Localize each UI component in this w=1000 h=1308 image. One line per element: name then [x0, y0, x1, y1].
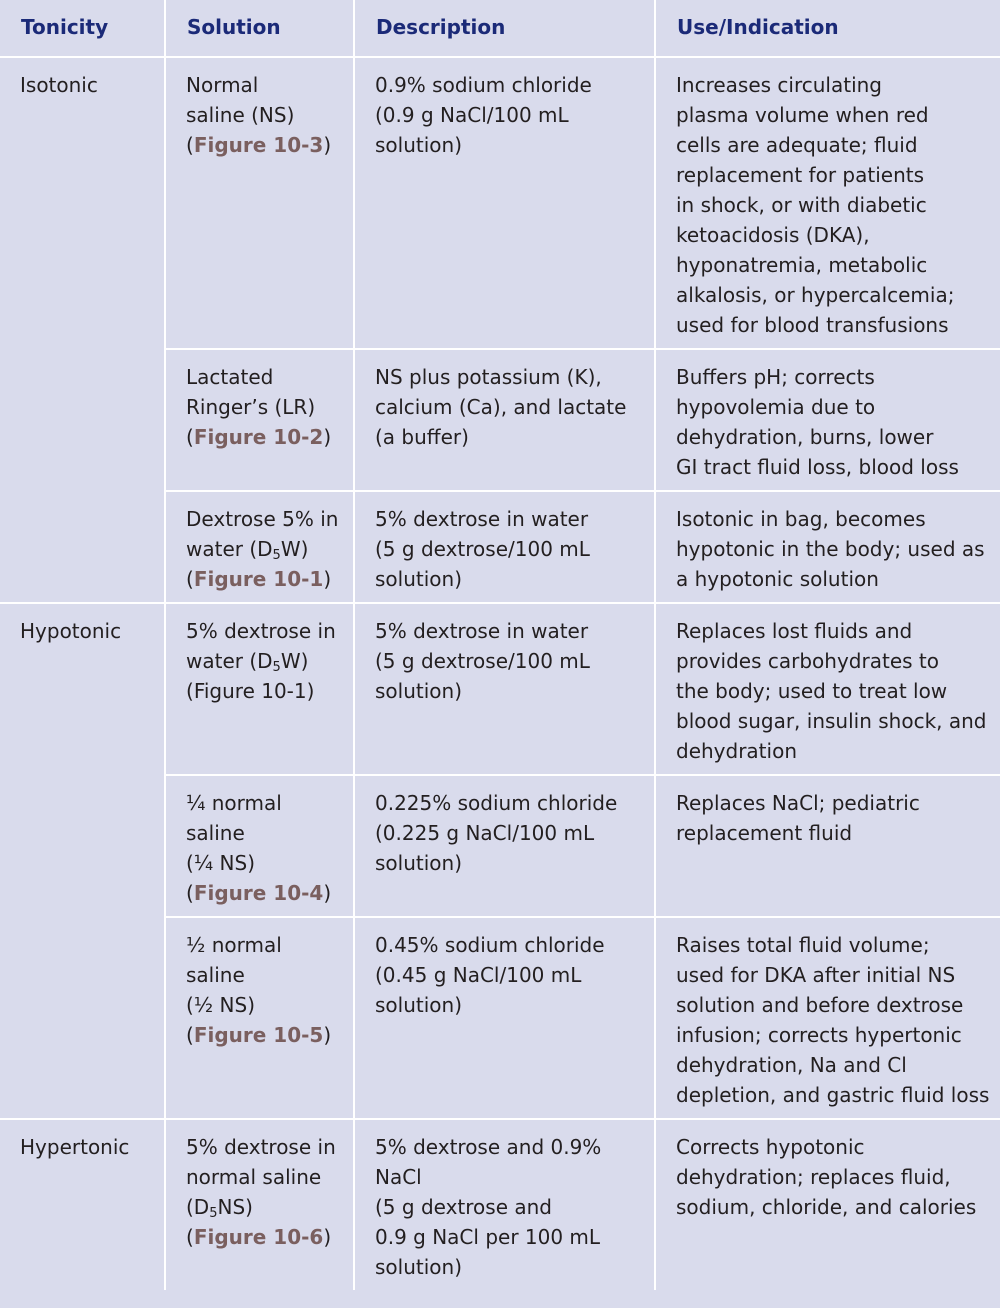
figure-reference: (Figure 10-6) [186, 1225, 332, 1249]
tonicity-cell: Isotonic [0, 57, 165, 603]
solution-line: normal saline [186, 1165, 322, 1189]
solution-line: ½ normal [186, 933, 282, 957]
use-line: cells are adequate; fluid [676, 133, 918, 157]
solution-line: Ringer’s (LR) [186, 395, 316, 419]
table-row [0, 603, 1000, 775]
use-line: the body; used to treat low [676, 679, 948, 703]
description-line: (a buffer) [375, 425, 469, 449]
solution-line: $(D_5NS)$ [186, 1195, 253, 1221]
header-tonicity: Tonicity [0, 0, 165, 57]
description-cell [354, 917, 655, 1119]
solution-line: (½ NS) [186, 993, 256, 1017]
description-line: 5% dextrose in water [375, 507, 589, 531]
tonicity-cell: Hypertonic [20, 1135, 130, 1159]
use-indication-cell [655, 1119, 1000, 1290]
description-cell [354, 57, 655, 349]
description-line: NaCl [375, 1165, 422, 1189]
use-line: dehydration [676, 739, 797, 763]
description-line: (0.9 g NaCl/100 mL [375, 103, 569, 127]
use-indication-cell [655, 603, 1000, 775]
solution-line: 5% dextrose in [186, 1135, 336, 1159]
use-line: dehydration; replaces fluid, [676, 1165, 951, 1189]
description-line: NS plus potassium (K), [375, 365, 602, 389]
figure-reference: (Figure 10-3) [186, 133, 332, 157]
use-line: ketoacidosis (DKA), [676, 223, 870, 247]
use-line: used for DKA after initial NS [676, 963, 956, 987]
figure-reference: (Figure 10-1) [186, 679, 315, 703]
solution-line: (¼ NS) [186, 851, 256, 875]
description-line: solution) [375, 679, 463, 703]
use-line: blood sugar, insulin shock, and [676, 709, 987, 733]
use-indication-cell [655, 775, 1000, 917]
table-row [0, 1119, 1000, 1290]
description-line: solution) [375, 993, 463, 1017]
use-line: hypovolemia due to [676, 395, 876, 419]
description-line: (5 g dextrose/100 mL [375, 649, 590, 673]
description-line: calcium (Ca), and lactate [375, 395, 627, 419]
description-line: solution) [375, 851, 463, 875]
use-line: Corrects hypotonic [676, 1135, 865, 1159]
solution-cell [165, 775, 354, 917]
use-line: infusion; corrects hypertonic [676, 1023, 962, 1047]
description-cell [354, 349, 655, 491]
use-line: plasma volume when red [676, 103, 929, 127]
use-line: Raises total fluid volume; [676, 933, 930, 957]
header-row [0, 0, 1000, 57]
solution-line: saline (NS) [186, 103, 295, 127]
solution-cell [165, 491, 354, 603]
use-line: GI tract fluid loss, blood loss [676, 455, 959, 479]
solution-line: Lactated [186, 365, 274, 389]
use-line: sodium, chloride, and calories [676, 1195, 977, 1219]
description-line: (0.225 g NaCl/100 mL [375, 821, 595, 845]
use-line: hyponatremia, metabolic [676, 253, 928, 277]
description-line: solution) [375, 567, 463, 591]
description-cell [354, 491, 655, 603]
use-indication-cell [655, 349, 1000, 491]
solution-cell [165, 1119, 354, 1290]
header-description: Description [354, 0, 655, 57]
description-line: 0.45% sodium chloride [375, 933, 605, 957]
description-line: 5% dextrose in water [375, 619, 589, 643]
solution-line: 5% dextrose in [186, 619, 336, 643]
use-line: Increases circulating [676, 73, 883, 97]
solution-line: water $(D_5W)$ [186, 537, 309, 563]
use-line: replacement for patients [676, 163, 925, 187]
use-line: in shock, or with diabetic [676, 193, 927, 217]
solution-line: saline [186, 963, 245, 987]
table-body [0, 57, 1000, 1290]
table-row [0, 57, 1000, 349]
solution-cell [165, 603, 354, 775]
use-line: replacement fluid [676, 821, 853, 845]
figure-reference: (Figure 10-1) [186, 567, 332, 591]
solution-line: saline [186, 821, 245, 845]
use-indication-cell [655, 57, 1000, 349]
header-solution: Solution [165, 0, 354, 57]
use-line: depletion, and gastric fluid loss [676, 1083, 990, 1107]
solution-line: Normal [186, 73, 259, 97]
solution-cell [165, 917, 354, 1119]
description-cell [354, 603, 655, 775]
figure-reference: (Figure 10-2) [186, 425, 332, 449]
description-cell [354, 775, 655, 917]
use-line: solution and before dextrose [676, 993, 964, 1017]
figure-reference: (Figure 10-5) [186, 1023, 332, 1047]
description-line: (0.45 g NaCl/100 mL [375, 963, 582, 987]
use-line: alkalosis, or hypercalcemia; [676, 283, 955, 307]
description-line: solution) [375, 133, 463, 157]
description-line: (5 g dextrose/100 mL [375, 537, 590, 561]
solution-line: water $(D_5W)$ [186, 649, 309, 675]
figure-reference: (Figure 10-4) [186, 881, 332, 905]
use-line: provides carbohydrates to [676, 649, 939, 673]
description-line: solution) [375, 1255, 463, 1279]
use-line: hypotonic in the body; used as [676, 537, 985, 561]
solution-line: Dextrose 5% in [186, 507, 339, 531]
use-line: Replaces lost fluids and [676, 619, 913, 643]
description-cell [354, 1119, 655, 1290]
solution-cell [165, 57, 354, 349]
use-line: used for blood transfusions [676, 313, 949, 337]
use-line: dehydration, Na and Cl [676, 1053, 907, 1077]
solution-cell [165, 349, 354, 491]
description-line: 5% dextrose and 0.9% [375, 1135, 602, 1159]
description-line: (5 g dextrose and [375, 1195, 552, 1219]
use-indication-cell [655, 917, 1000, 1119]
description-line: 0.225% sodium chloride [375, 791, 618, 815]
solution-line: ¼ normal [186, 791, 282, 815]
use-line: Replaces NaCl; pediatric [676, 791, 920, 815]
description-line: 0.9% sodium chloride [375, 73, 592, 97]
use-line: dehydration, burns, lower [676, 425, 934, 449]
tonicity-cell: Hypotonic [0, 603, 165, 1119]
use-indication-cell [655, 491, 1000, 603]
use-line: Buffers pH; corrects [676, 365, 875, 389]
use-line: a hypotonic solution [676, 567, 879, 591]
header-use-indication: Use/Indication [655, 0, 1000, 57]
use-line: Isotonic in bag, becomes [676, 507, 926, 531]
description-line: 0.9 g NaCl per 100 mL [375, 1225, 601, 1249]
